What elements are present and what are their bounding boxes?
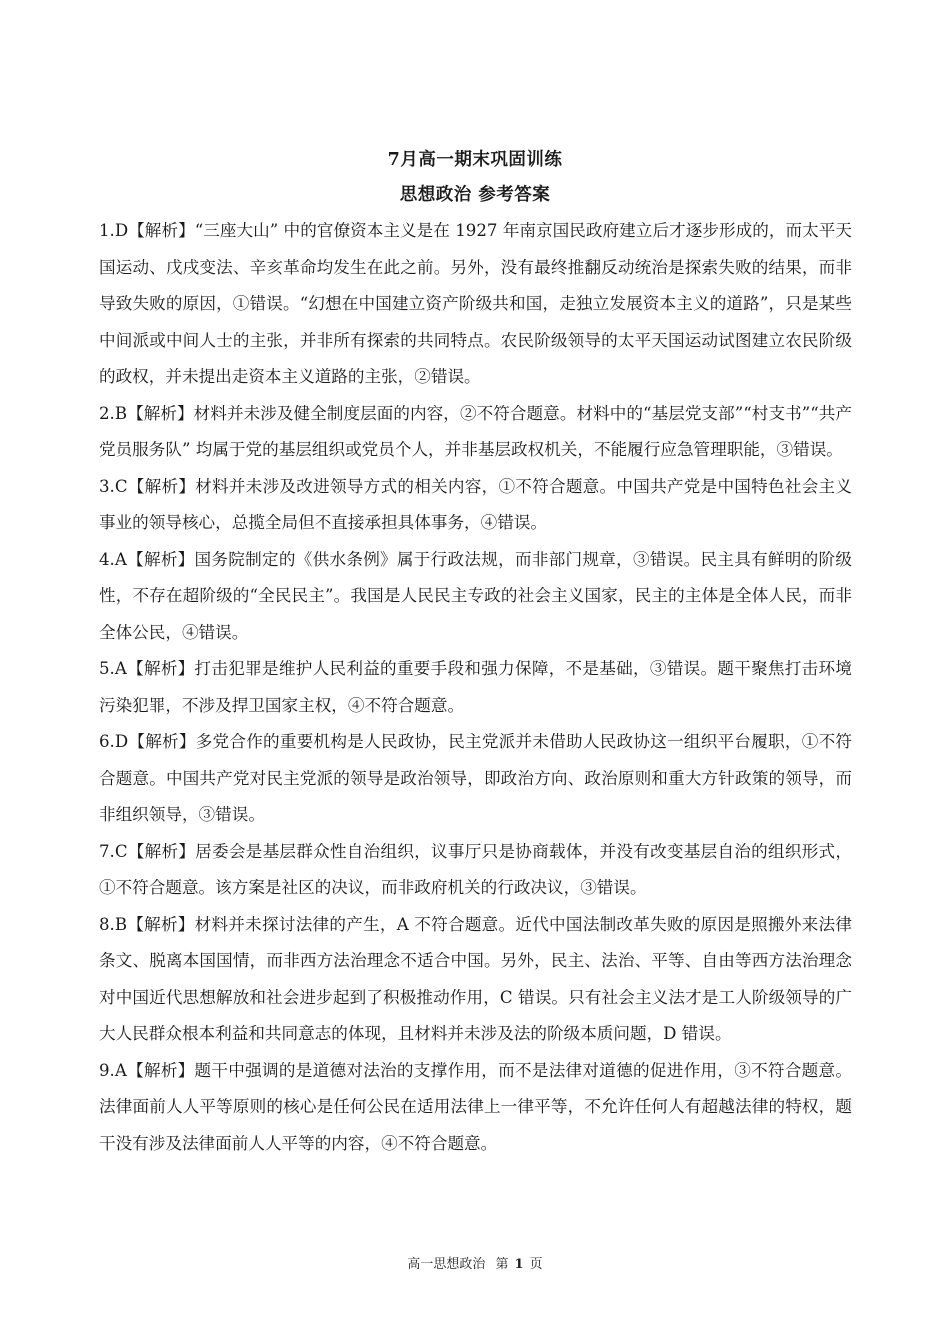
answer-item-3: 3.C【解析】材料并未涉及改进领导方式的相关内容，①不符合题意。中国共产党是中国特色社会主义事业的领导核心，总揽全局但不直接承担具体事务，④错误。: [99, 476, 852, 532]
footer-page-prefix: 第: [495, 1257, 509, 1272]
answer-item-4: 4.A【解析】国务院制定的《供水条例》属于行政法规，而非部门规章，③错误。民主具有鲜明的阶级性，不存在超阶级的“全民民主”。我国是人民民主专政的社会主义国家，民主的主体是全体人民，而非全体公民，④错误。: [99, 549, 852, 642]
answer-item-8: 8.B【解析】材料并未探讨法律的产生，A 不符合题意。近代中国法制改革失败的原因是照搬外来法律条文、脱离本国国情，而非西方法治理念不适合中国。另外，民主、法治、平等、自由等西方法治理念对中国近代思想解放和社会进步起到了积极推动作用，C 错误。只有社会主义法才是工人阶级领导的广大人民群众根本利益和共同意志的体现，且材料并未涉及法的阶级本质问题，D 错误。: [99, 914, 852, 1043]
document-subtitle: 思想政治 参考答案: [399, 185, 551, 205]
footer-page-suffix: 页: [529, 1257, 543, 1272]
answer-item-7: 7.C【解析】居委会是基层群众性自治组织，议事厅只是协商载体，并没有改变基层自治的组织形式，①不符合题意。该方案是社区的决议，而非政府机关的行政决议，③错误。: [99, 841, 852, 897]
answer-item-6: 6.D【解析】多党合作的重要机构是人民政协，民主党派并未借助人民政协这一组织平台履职，①不符合题意。中国共产党对民主党派的领导是政治领导，即政治方向、政治原则和重大方针政策的领导，而非组织领导，③错误。: [99, 732, 852, 824]
document-title: 7月高一期末巩固训练: [387, 150, 563, 170]
footer-subject: 高一思想政治: [407, 1257, 486, 1272]
answer-list: [99, 213, 852, 1162]
answer-item-9: 9.A【解析】题干中强调的是道德对法治的支撑作用，而不是法律对道德的促进作用，③不符合题意。法律面前人人平等原则的核心是任何公民在适用法律上一律平等，不允许任何人有超越法律的特权，题干没有涉及法律面前人人平等的内容，④不符合题意。: [99, 1060, 852, 1153]
answer-item-2: 2.B【解析】材料并未涉及健全制度层面的内容，②不符合题意。材料中的“基层党支部”“村支书”“共产党员服务队” 均属于党的基层组织或党员个人，并非基层政权机关，不能履行应急管理职能，③错误。: [99, 403, 852, 459]
page-footer: [0, 1253, 950, 1272]
footer-page-number: 1: [514, 1257, 524, 1272]
answer-item-5: 5.A【解析】打击犯罪是维护人民利益的重要手段和强力保障，不是基础，③错误。题干聚焦打击环境污染犯罪，不涉及捍卫国家主权，④不符合题意。: [99, 659, 852, 715]
answer-item-1: 1.D【解析】“三座大山” 中的官僚资本主义是在 1927 年南京国民政府建立后才逐步形成的，而太平天国运动、戊戌变法、辛亥革命均发生在此之前。另外，没有最终推翻反动统治是探索失败的结果，而非导致失败的原因，①错误。“幻想在中国建立资产阶级共和国，走独立发展资本主义的道路”，只是某些中间派或中间人士的主张，并非所有探索的共同特点。农民阶级领导的太平天国运动试图建立农民阶级的政权，并未提出走资本主义道路的主张，②错误。: [99, 221, 852, 386]
